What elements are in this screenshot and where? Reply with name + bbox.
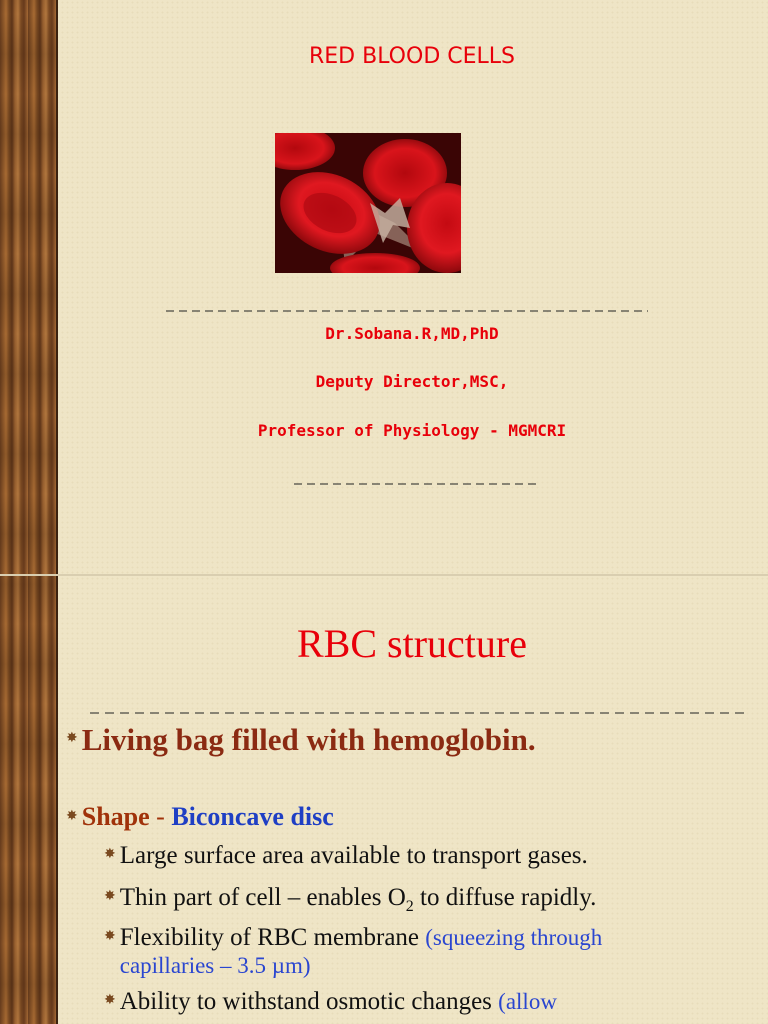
wood-border (0, 0, 58, 574)
shape-label: Shape (81, 802, 150, 831)
bullet-star-icon: ✸ (104, 889, 116, 904)
sub-bullet-text: Large surface area available to transport gases. (119, 842, 588, 869)
dashed-divider-bottom (294, 482, 536, 486)
sub-bullet-text: Thin part of cell – enables O (119, 884, 406, 911)
slide-title: RED BLOOD CELLS (309, 44, 515, 69)
sub-bullet-text: Ability to withstand osmotic changes (119, 988, 499, 1015)
author-position: Professor of Physiology - MGMCRI (257, 421, 567, 440)
bullet-star-icon: ✸ (66, 731, 78, 746)
sub-bullet-surface (104, 842, 588, 870)
author-role: Deputy Director,MSC, (315, 372, 509, 391)
shape-value: Biconcave disc (171, 802, 334, 831)
subscript-2: 2 (405, 898, 414, 915)
sub-bullet-thin-part (104, 884, 596, 921)
bullet-star-icon: ✸ (104, 929, 116, 944)
dashed-divider-top (166, 309, 648, 313)
bullet-star-icon: ✸ (104, 847, 116, 862)
slide-title: RBC structure (297, 621, 527, 666)
shape-separator: - (149, 802, 172, 831)
sub-bullet-text-end: to diffuse rapidly. (413, 884, 597, 911)
author-name: Dr.Sobana.R,MD,PhD (325, 324, 499, 343)
dashed-divider (90, 711, 744, 715)
sub-bullet-osmotic (104, 988, 744, 1016)
bullet-star-icon: ✸ (104, 993, 116, 1008)
sub-bullet-flexibility (104, 924, 744, 980)
sub-bullet-paren: (allow (498, 989, 557, 1014)
sub-bullet-text: Flexibility of RBC membrane (119, 924, 426, 951)
sub-bullet-paren: (squeezing through (425, 925, 603, 950)
sub-bullet-paren-cont: capillaries – 3.5 µm) (119, 953, 311, 978)
bullet-text: Living bag filled with hemoglobin. (81, 722, 536, 757)
rbc-photo (275, 133, 461, 273)
bullet-star-icon: ✸ (66, 809, 78, 824)
wood-border (0, 576, 58, 1024)
bullet-living-bag (66, 722, 536, 758)
bullet-shape (66, 802, 334, 832)
